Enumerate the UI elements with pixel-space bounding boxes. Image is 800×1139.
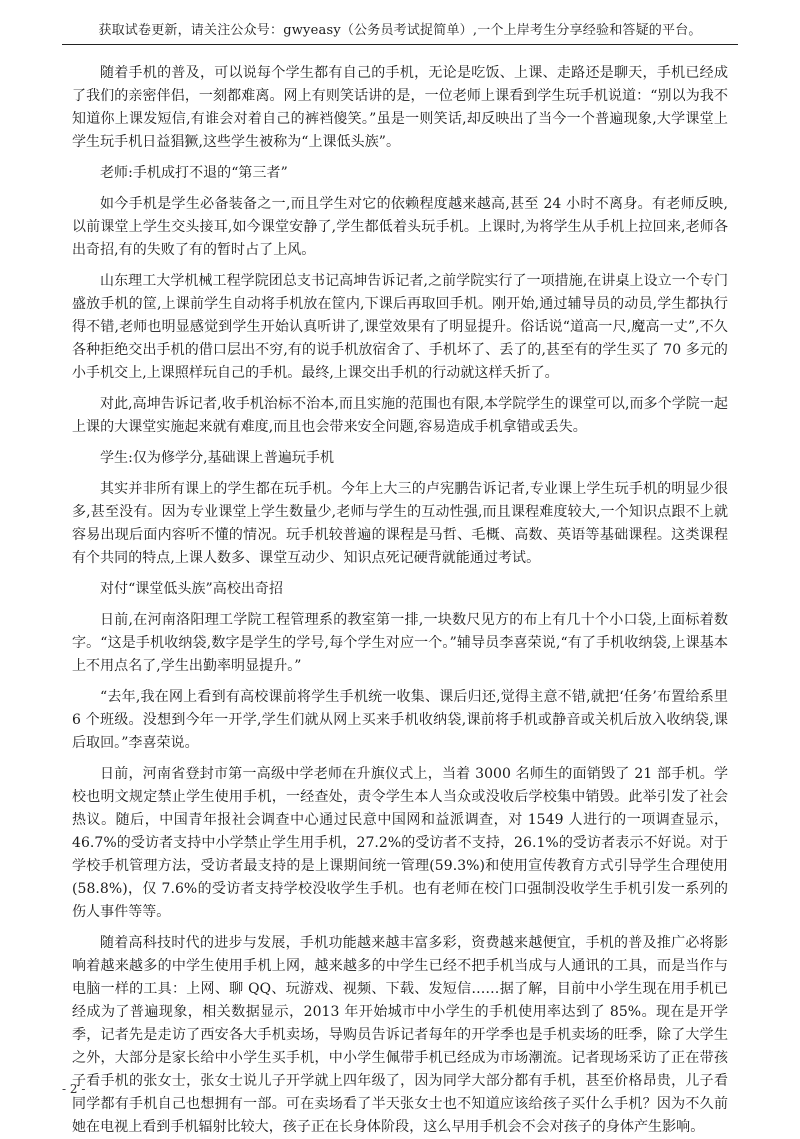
section-heading-teachers: 老师:手机成打不退的“第三者” bbox=[100, 165, 288, 181]
paragraph-teachers: 如今手机是学生必备装备之一,而且学生对它的依赖程度越来越高,甚至 24 小时不离身。有老师反映,以前课堂上学生交头接耳,如今课堂安静了,学生都低着头玩手机。上课时,为将学生从手机上拉回来,老师各出奇招,有的失败了有的暂时占了上风。 bbox=[72, 196, 728, 258]
paragraph-luoyang: 日前,在河南洛阳理工学院工程管理系的教室第一排,一块数尺见方的布上有几十个小口袋,上面标着数字。“这是手机收纳袋,数字是学生的学号,每个学生对应一个。”辅导员李喜荣说,“有了手机收纳袋,上课基本上不用点名了,学生出勤率明显提升。” bbox=[72, 612, 728, 674]
page-number: - 2 - bbox=[62, 1082, 86, 1096]
paragraph-gaokun: 对此,高坤告诉记者,收手机治标不治本,而且实施的范围也有限,本学院学生的课堂可以,而多个学院一起上课的大课堂实施起来就有难度,而且也会带来安全问题,容易造成手机拿错或丢失。 bbox=[72, 396, 728, 435]
paragraph-intro: 随着手机的普及，可以说每个学生都有自己的手机，无论是吃饭、上课、走路还是聊天，手机已经成了我们的亲密伴侣，一刻都难离。网上有则笑话讲的是，一位老师上课看到学生玩手机说道：“别以为我不知道你上课发短信,有谁会对着自己的裤裆傻笑。”虽是一则笑话,却反映出了当今一个普遍现象,大学课堂上学生玩手机日益猖獗,这些学生被称为“上课低头族”。 bbox=[72, 65, 728, 150]
paragraph-lixirong: “去年,我在网上看到有高校课前将学生手机统一收集、课后归还,觉得主意不错,就把‘任务’布置给系里 6 个班级。没想到今年一开学,学生们就从网上买来手机收纳袋,课前将手机或静音或关机后放入收纳袋,课后取回。”李喜荣说。 bbox=[72, 689, 728, 751]
page-header: 获取试卷更新，请关注公众号：gwyeasy（公务员考试捉简单）,一个上岸考生分享经验和答疑的平台。 bbox=[62, 22, 738, 45]
article-body bbox=[72, 62, 728, 1139]
paragraph-dengfeng-survey: 日前，河南省登封市第一高级中学老师在升旗仪式上，当着 3000 名师生的面销毁了 21 部手机。学校也明文规定禁止学生使用手机，一经查处，责令学生本人当众或没收后学校集中销毁。此举引发了社会热议。随后，中国青年报社会调查中心通过民意中国网和益派调查，对 1549 人进行的一项调查显示，46.7%的受访者支持中小学禁止学生用手机，27.2%的受访者不支持，26.1%的受访者表示不好说。对于学校手机管理方法，受访者最支持的是上课期间统一管理(59.3%)和使用宣传教育方式引导学生合理使用(58.8%)，仅 7.6%的受访者支持学校没收学生手机。也有老师在校门口强制没收学生手机引发一系列的伤人事件等等。 bbox=[72, 766, 728, 920]
section-heading-students: 学生:仅为修学分,基础课上普遍玩手机 bbox=[100, 450, 335, 466]
paragraph-shandong: 山东理工大学机械工程学院团总支书记高坤告诉记者,之前学院实行了一项措施,在讲桌上设立一个专门盛放手机的筐,上课前学生自动将手机放在筐内,下课后再取回手机。刚开始,通过辅导员的动员,学生都执行得不错,老师也明显感觉到学生开始认真听讲了,课堂效果有了明显提升。俗话说“道高一尺,魔高一丈”,不久各种拒绝交出手机的借口层出不穷,有的说手机放宿舍了、手机坏了、丢了的,甚至有的学生买了 70 多元的小手机交上,上课照样玩自己的手机。最终,上课交出手机的行动就这样夭折了。 bbox=[72, 273, 728, 381]
paragraph-students: 其实并非所有课上的学生都在玩手机。今年上大三的卢宪鹏告诉记者,专业课上学生玩手机的明显少很多,甚至没有。因为专业课堂上学生数量少,老师与学生的互动性强,而且课程难度较大,一个知识点跟不上就容易出现后面内容听不懂的情况。玩手机较普遍的课程是马哲、毛概、高数、英语等基础课程。这类课程有个共同的特点,上课人数多、课堂互动少、知识点死记硬背就能通过考试。 bbox=[72, 481, 728, 566]
paragraph-market: 随着高科技时代的进步与发展，手机功能越来越丰富多彩，资费越来越便宜，手机的普及推广必将影响着越来越多的中学生使用手机上网，越来越多的中学生已经不把手机当成与人通讯的工具，而是当作与电脑一样的工具：上网、聊 QQ、玩游戏、视频、下载、发短信……据了解，目前中小学生现在用手机已经成为了普遍现象，相关数据显示，2013 年开始城市中小学生的手机使用率达到了 85%。现在是开学季，记者先是走访了西安各大手机卖场，导购员告诉记者每年的开学季也是手机卖场的旺季，除了大学生之外，大部分是家长给中小学生买手机，中小学生佩带手机已经成为市场潮流。记者现场采访了正在带孩子看手机的张女士，张女士说儿子开学就上四年级了，因为同学大部分都有手机，甚至价格昂贵，儿子看同学都有手机自己也想拥有一部。可在卖场看了半天张女士也不知道应该给孩子买什么手机？因为不久前她在电视上看到手机辐射比较大，孩子正在长身体阶段，这么早用手机会不会对孩子的身体产生影响。 bbox=[72, 935, 728, 1135]
section-heading-measures: 对付“课堂低头族”高校出奇招 bbox=[100, 581, 284, 597]
